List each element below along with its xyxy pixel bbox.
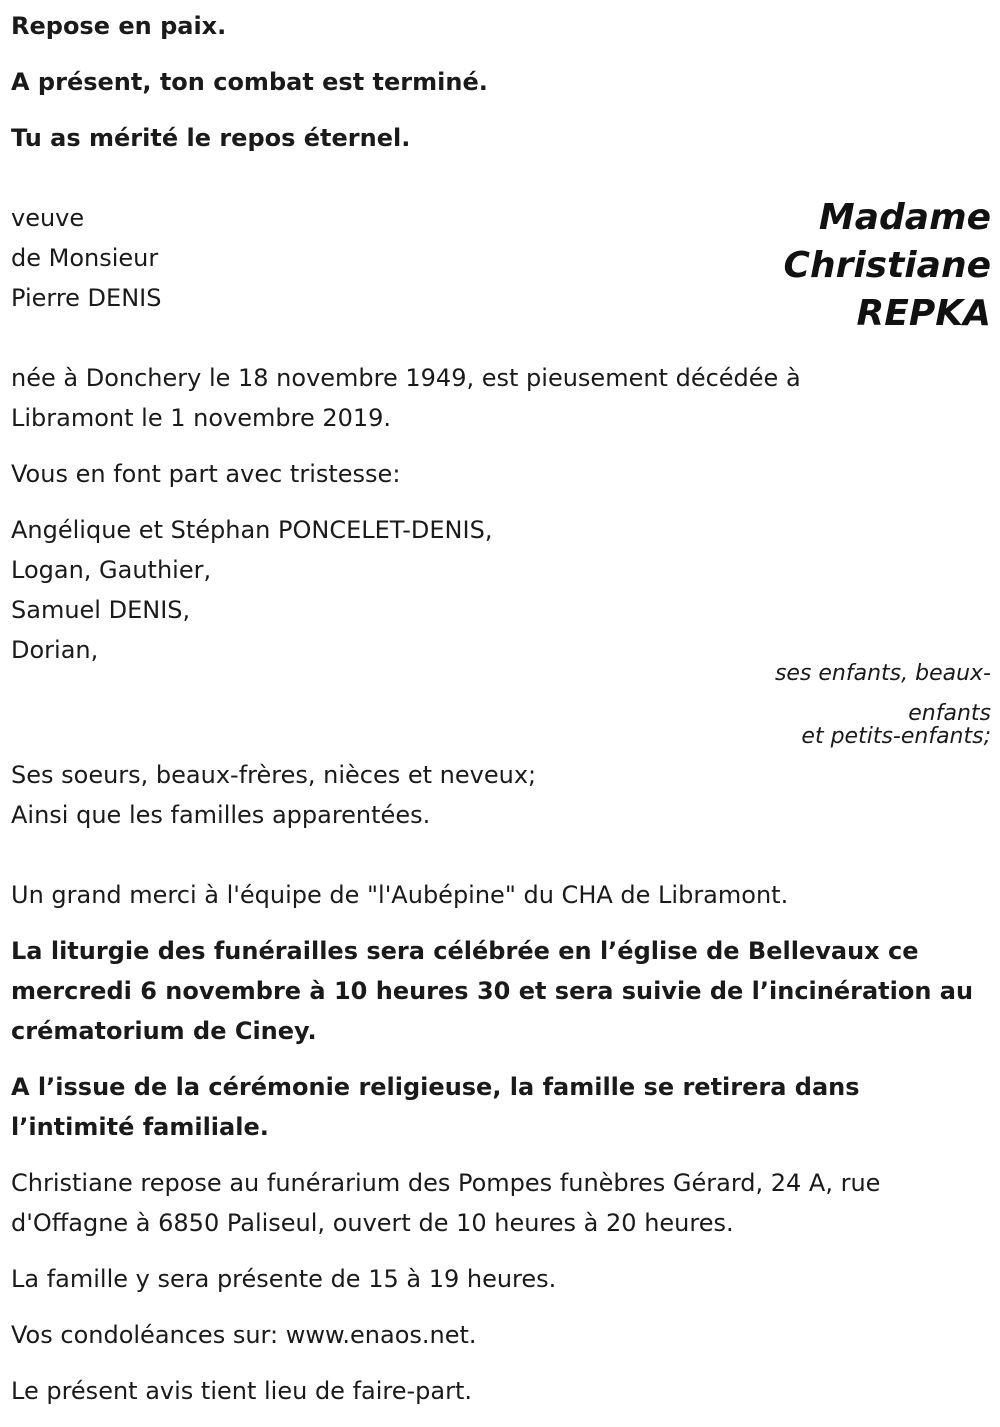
condolences-text: Vos condoléances sur: www.enaos.net. bbox=[11, 1321, 477, 1349]
funeral-line: crématorium de Ciney. bbox=[11, 1017, 317, 1045]
family-child: Samuel DENIS, bbox=[11, 596, 191, 624]
spouse-line: veuve bbox=[11, 204, 85, 232]
presence-text: La famille y sera présente de 15 à 19 heures. bbox=[11, 1265, 557, 1293]
family-relation: et petits-enfants; bbox=[801, 724, 991, 749]
family-child: Angélique et Stéphan PONCELET-DENIS, bbox=[11, 516, 493, 544]
deceased-first-name: Christiane bbox=[783, 245, 991, 286]
header-line: A présent, ton combat est terminé. bbox=[11, 68, 488, 96]
announce-text: Vous en font part avec tristesse: bbox=[11, 460, 401, 488]
header-line: Repose en paix. bbox=[11, 12, 227, 40]
thanks-text: Un grand merci à l'équipe de "l'Aubépine" du CHA de Libramont. bbox=[11, 881, 789, 909]
birth-death-line: Libramont le 1 novembre 2019. bbox=[11, 404, 392, 432]
rest-place-line: Christiane repose au funérarium des Pompes funèbres Gérard, 24 A, rue bbox=[11, 1169, 881, 1197]
deceased-last-name: REPKA bbox=[856, 293, 991, 334]
family-other: Ses soeurs, beaux-frères, nièces et neveux; bbox=[11, 761, 537, 789]
funeral-line: mercredi 6 novembre à 10 heures 30 et sera suivie de l’incinération au bbox=[11, 977, 974, 1005]
family-relation: enfants bbox=[908, 701, 991, 726]
family-child: Dorian, bbox=[11, 636, 99, 664]
rest-place-line: d'Offagne à 6850 Paliseul, ouvert de 10 heures à 20 heures. bbox=[11, 1209, 734, 1237]
family-other: Ainsi que les familles apparentées. bbox=[11, 801, 431, 829]
birth-death-line: née à Donchery le 18 novembre 1949, est pieusement décédée à bbox=[11, 364, 801, 392]
spouse-line: Pierre DENIS bbox=[11, 284, 162, 312]
spouse-line: de Monsieur bbox=[11, 244, 159, 272]
notice-text: Le présent avis tient lieu de faire-part. bbox=[11, 1377, 473, 1405]
funeral-line: La liturgie des funérailles sera célébrée en l’église de Bellevaux ce bbox=[11, 937, 919, 965]
family-relation: ses enfants, beaux- bbox=[774, 661, 991, 686]
family-child: Logan, Gauthier, bbox=[11, 556, 212, 584]
after-ceremony-line: l’intimité familiale. bbox=[11, 1113, 269, 1141]
deceased-title: Madame bbox=[818, 197, 991, 238]
header-line: Tu as mérité le repos éternel. bbox=[11, 124, 411, 152]
after-ceremony-line: A l’issue de la cérémonie religieuse, la famille se retirera dans bbox=[11, 1073, 860, 1101]
